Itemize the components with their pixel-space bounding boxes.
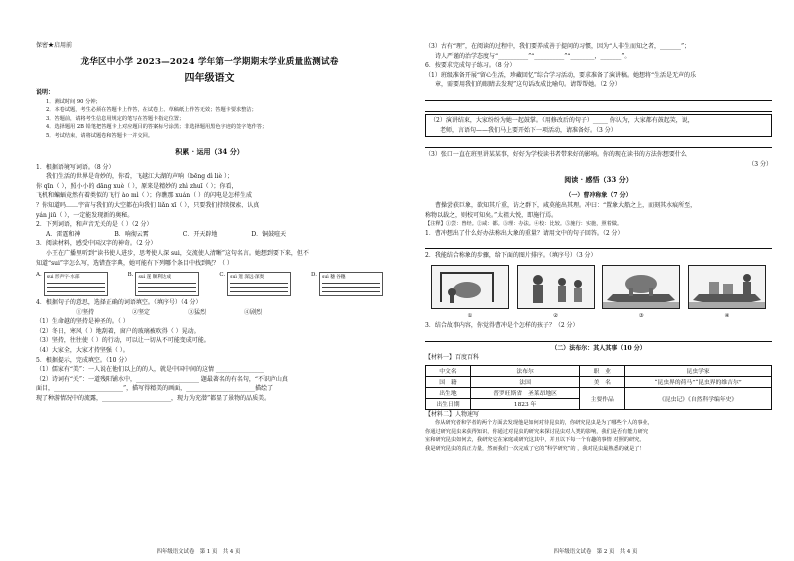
dictionary-option-b: B. suì 遂 顺利达成 <box>128 272 200 296</box>
question-5-line: 面目，_______________________”，描写得精美的画面，_______________________描绘了 <box>36 385 274 393</box>
story-pictures <box>431 265 766 319</box>
note-item: 4．选择题用 2B 铅笔把答题卡上对应题目的答案标号涂黑；非选择题用黑色字迹的签字笔作答； <box>46 124 268 131</box>
story-picture: ③ <box>602 265 680 309</box>
word-choice: ④剧烈 <box>244 308 263 316</box>
word-choice: ③猛烈 <box>188 308 207 316</box>
question-5-line: 诗人严谨的治学态度与“__________”“__________”“________，_______”。 <box>435 52 631 60</box>
table-row: 国 籍 法国 美 名 “昆虫界的荷马”“昆虫界的维吉尔” <box>426 376 772 387</box>
table-row: 中文名 法布尔 职 业 昆虫学家 <box>426 365 772 376</box>
page-footer: 四年级语文试卷 第 1 页 共 4 页 <box>156 549 241 555</box>
note-item: 2．本卷试题，考生必须在答题卡上作答，在试卷上、草稿纸上作答无效；答题卡要求整洁； <box>46 107 257 114</box>
question-5-title: 5．根据提示，完成填空。（10 分） <box>36 356 131 364</box>
answer-line <box>425 103 772 112</box>
story-picture: ④ <box>688 265 766 309</box>
question-6-line: 章，需要用我们的眼睛去发现”这句话改成比喻句。请帮帮她。（2 分） <box>435 81 621 89</box>
table-row: 出生地 普罗旺斯省 圣莱昂地区 主要作品 《昆虫记》《自然科学编年史》 <box>426 387 772 398</box>
section-title-reading: 阅读 · 感悟（33 分） <box>564 175 633 185</box>
confidential-label: 保密★启用前 <box>36 42 73 49</box>
part-1-title: （一）曹冲称象（7 分） <box>565 192 632 200</box>
passage-annotation: 【注释】①尝：曾经。②咸：都。③理：办法。④校：比较。⑤施行：实施，照着做。 <box>425 221 623 228</box>
dictionary-option-c: C. suì 邃 深远·深奥 <box>219 272 291 296</box>
answer-line <box>425 139 772 148</box>
option-d: D．铜鼓喧天 <box>251 230 287 238</box>
question-5-line: （2）诗词有“关”：一道残阳铺水中，_____________________ 题最著名的有名句，“不识庐山真 <box>36 375 288 383</box>
option-a: A．雷霆和神 <box>46 230 81 238</box>
answer-line <box>425 333 772 342</box>
passage-line: 称物以载之，则校可知矣。”太祖大悦，即施行焉。 <box>425 211 558 219</box>
note-item: 5．考试结束，请将试题卷和答题卡一并交回。 <box>46 132 154 139</box>
answer-line <box>425 240 772 249</box>
word-choice: ②坚定 <box>132 308 151 316</box>
question-1-line: 你 qīn（ ），照小小的 dāng xuè（ ），原来是精妙的 zhì zhuī（ ）；你看， <box>36 182 238 190</box>
option-b: B．响彻云霄 <box>114 230 149 238</box>
question-5-line: 现了种游情况中的流露，_______________________，现力为充潜”都显了景物的品质美。 <box>36 395 271 403</box>
question-1-line: yán jiū（ ），一定能发现新的奥秘。 <box>36 211 134 219</box>
reading-question-1: 1．曹冲想出了什么好办法称出大象的重量？请用文中的句子回答。（2 分） <box>425 229 624 237</box>
table-row: 出生日期 1823 年 <box>426 398 772 409</box>
question-4-line: （4）大家全，大家才持坚强（ ）。 <box>36 347 129 355</box>
question-6-line: 老师，言语句——我们马上要开始下一项活动，请准备好。（3 分） <box>440 126 617 134</box>
material-2-line: 你从研究者和学者的两个方面去发现他是如何对待昆虫的，你研究昆虫是为了哪些个人的事业， <box>435 420 653 427</box>
material-2-line: 你通过研究昆虫来获得知识，你通过对昆虫的研究来探讨昆虫对人类的影响，我们是否有能力研究 <box>425 428 649 435</box>
story-picture: ① <box>431 265 509 309</box>
question-6-title: 6．按要求完成句子练习。（8 分） <box>425 62 516 70</box>
question-6-box <box>425 114 772 137</box>
question-1-line: 飞机和蝙蝠竟然有着类似的飞行 ào mì（ ）；你瞧那 xuán（ ）的闪电是怎样生成 <box>36 192 253 200</box>
right-page <box>397 0 794 561</box>
reading-question-2: 2．我能结合称象的步骤，给下面的图片排序。（填序号）（3 分） <box>425 252 597 260</box>
question-5-line: （1）儒家有“美”：一人说在他们以上的的人，就是中国中间的这情 ________________ <box>36 366 264 374</box>
question-4-choices <box>36 308 383 318</box>
material-2-label: 【材料二】人物速写 <box>425 410 480 418</box>
question-2-title: 2．下列词语，和声音无关的是（ ）（2 分） <box>36 221 153 229</box>
passage-line: 曹操尝获巨象，欲知其斤重，访之群下，咸莫能出其理。冲曰：“置象大船之上，而刻其水痕所至， <box>435 201 697 209</box>
question-1-line: 我们生活的世界是奇妙的，你看，飞越江大湖的声响（bēng dì liè ）； <box>46 173 233 181</box>
material-2-line: 室和研究昆虫如何去，我研究它在家庭或研究这其中，并且以下每一个有趣的事情 对照的研究。 <box>425 437 645 444</box>
material-1-label: 【材料一】百度百科 <box>425 354 480 362</box>
word-choice: ①坚持 <box>76 308 95 316</box>
note-item: 1．测试时间 90 分钟； <box>46 98 101 105</box>
dictionary-option-d: D. suì 穗 谷穗 <box>311 272 383 296</box>
exam-title: 龙华区中小学 2023—2024 学年第一学期期末学业质量监测试卷 <box>80 57 339 67</box>
question-1-title: 1．根据语境写词语。（8 分） <box>36 163 115 171</box>
page-footer: 四年级语文试卷 第 2 页 共 4 页 <box>553 549 638 555</box>
answer-line <box>425 92 772 101</box>
question-6-line: （2）演讲结束，大家纷纷为她一起鼓掌。（用修改后的句子）_____ 你认为，大家都有鼓起笑，说， <box>430 116 694 124</box>
dictionary-entry-image: sui 形声字·水部 <box>44 272 108 296</box>
option-c: C．开天辟地 <box>182 230 218 238</box>
question-1-line: ？你知道吗……宇宙与我们的大空都在向我们 liǎn xī（ ），只要我们持续探索、认真 <box>36 201 260 209</box>
grade-title: 四年级语文 <box>184 73 235 84</box>
question-4-line: （1）生命越的坚持是神圣的。（ ） <box>36 318 129 326</box>
question-3-title: 3．阅读材料，感受中国汉字的神奇。（2 分） <box>36 240 157 248</box>
question-5-line: （3）古有“理”，在阅读的过程中，我们要养成善于提问的习惯，因为“人非生而知之者，_______”； <box>425 43 691 50</box>
question-3-options <box>36 272 383 296</box>
dictionary-entry-image: suì 穗 谷穗 <box>319 272 383 296</box>
notes-label: 说明： <box>36 89 55 96</box>
section-title-accumulation: 积累 · 运用（34 分） <box>175 146 244 156</box>
question-6-mark: （3 分） <box>748 160 772 168</box>
fabre-info-table <box>425 365 772 410</box>
question-2-options <box>36 230 383 240</box>
question-6-line: （1）班级准备开展“留心生活，珍藏回忆”综合学习活动，要求准备了演讲稿。她想将“生活是无声的乐 <box>425 71 697 79</box>
material-2-line: 我是研究昆虫的真正力量，然而我们一次完成了它的“科学研究”的 ，我对昆虫最熟悉的就是了！ <box>425 446 645 453</box>
dictionary-option-a: A. sui 形声字·水部 <box>36 272 108 296</box>
note-item: 3．答题前，请将考生信息用规定的笔写在答题卡指定位置； <box>46 115 185 122</box>
dictionary-entry-image: suì 邃 深远·深奥 <box>227 272 291 296</box>
question-4-title: 4．根据句子的意思，选择正确的词语填空。（填序号）（4 分） <box>36 299 202 307</box>
dictionary-entry-image: suì 遂 顺利达成 <box>135 272 199 296</box>
question-3-line: 知道“sui”字怎么写，选错查字典，她可能有下列哪个条目中找到呢？（ ） <box>36 259 233 267</box>
question-4-line: （3）坚持，往往使（ ）的行动，可以让一切从不可能变成可能。 <box>36 337 210 345</box>
story-picture: ② <box>517 265 595 309</box>
part-2-title: （二）法布尔：其人其事（10 分） <box>551 344 646 352</box>
reading-question-3: 3．结合故事内容，你觉得曹冲是个怎样的孩子？（2 分） <box>425 321 579 329</box>
question-3-line: 小王在广播里听到“读书使人进步，思考使人深 sui，交流使人清晰”这句名言。她想到要下来，但不 <box>46 249 309 257</box>
question-4-line: （2）冬日，寒风（ ）地刮着，窗户的玻璃被吹得（ ）晃动。 <box>36 327 200 335</box>
question-6-line: （3）张口一直在班里讲某某事，好好为学校读书者带来好的影响。你的现在读书的方法你想要什么 <box>425 151 687 159</box>
